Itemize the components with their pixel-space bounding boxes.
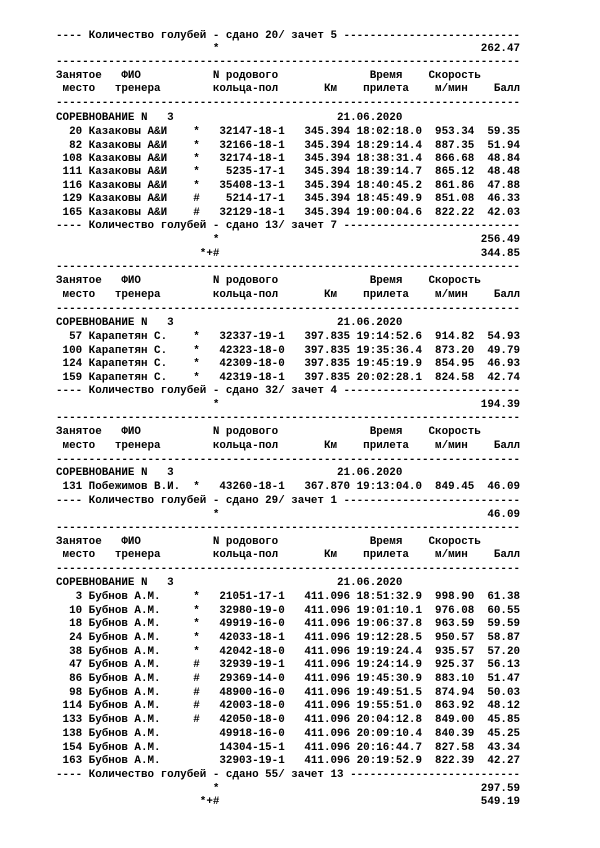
total-line: * 297.59 (56, 783, 521, 795)
table-row: 114 Бубнов А.М. # 42003-18-0 411.096 19:55:51.0 863.92 48.12 (56, 700, 521, 712)
table-row: 163 Бубнов А.М. 32903-19-1 411.096 20:19:52.9 822.39 42.27 (56, 755, 521, 767)
competition-line: СОРЕВНОВАНИЕ N 3 21.06.2020 (56, 467, 403, 479)
total-line: * 46.09 (56, 509, 521, 521)
header-line-2: место тренера кольца-пол Км прилета м/мин Балл (56, 549, 521, 561)
header-line-1: Занятое ФИО N родового Время Скорость (56, 536, 481, 548)
divider: ----------------------------------------------------------------------- (56, 303, 521, 315)
table-row: 82 Казаковы А&И * 32166-18-1 345.394 18:29:14.4 887.35 51.94 (56, 140, 521, 152)
competition-line: СОРЕВНОВАНИЕ N 3 21.06.2020 (56, 112, 403, 124)
summary-line: ---- Количество голубей - сдано 13/ зачет 7 --------------------------- (56, 220, 521, 232)
table-row: 3 Бубнов А.М. * 21051-17-1 411.096 18:51:32.9 998.90 61.38 (56, 591, 521, 603)
table-row: 24 Бубнов А.М. * 42033-18-1 411.096 19:12:28.5 950.57 58.87 (56, 632, 521, 644)
divider: ----------------------------------------------------------------------- (56, 563, 521, 575)
table-row: 159 Карапетян С. * 42319-18-1 397.835 20:02:28.1 824.58 42.74 (56, 372, 521, 384)
total-line: *+# 344.85 (56, 248, 521, 260)
divider: ----------------------------------------------------------------------- (56, 261, 521, 273)
table-row: 10 Бубнов А.М. * 32980-19-0 411.096 19:01:10.1 976.08 60.55 (56, 605, 521, 617)
table-row: 124 Карапетян С. * 42309-18-0 397.835 19:45:19.9 854.95 46.93 (56, 358, 521, 370)
divider: ----------------------------------------------------------------------- (56, 97, 521, 109)
table-row: 165 Казаковы А&И # 32129-18-1 345.394 19:00:04.6 822.22 42.03 (56, 207, 521, 219)
table-row: 154 Бубнов А.М. 14304-15-1 411.096 20:16:44.7 827.58 43.34 (56, 742, 521, 754)
table-row: 57 Карапетян С. * 32337-19-1 397.835 19:14:52.6 914.82 54.93 (56, 331, 521, 343)
header-line-2: место тренера кольца-пол Км прилета м/мин Балл (56, 83, 521, 95)
summary-line: ---- Количество голубей - сдано 32/ зачет 4 --------------------------- (56, 385, 521, 397)
table-row: 86 Бубнов А.М. # 29369-14-0 411.096 19:45:30.9 883.10 51.47 (56, 673, 521, 685)
header-line-2: место тренера кольца-пол Км прилета м/мин Балл (56, 440, 521, 452)
summary-line: ---- Количество голубей - сдано 29/ зачет 1 --------------------------- (56, 495, 521, 507)
table-row: 133 Бубнов А.М. # 42050-18-0 411.096 20:04:12.8 849.00 45.85 (56, 714, 521, 726)
table-row: 100 Карапетян С. * 42323-18-0 397.835 19:35:36.4 873.20 49.79 (56, 345, 521, 357)
divider: ----------------------------------------------------------------------- (56, 522, 521, 534)
header-line-2: место тренера кольца-пол Км прилета м/мин Балл (56, 289, 521, 301)
header-line-1: Занятое ФИО N родового Время Скорость (56, 275, 481, 287)
header-line-1: Занятое ФИО N родового Время Скорость (56, 426, 481, 438)
table-row: 138 Бубнов А.М. 49918-16-0 411.096 20:09:10.4 840.39 45.25 (56, 728, 521, 740)
table-row: 116 Казаковы А&И * 35408-13-1 345.394 18:40:45.2 861.86 47.88 (56, 180, 521, 192)
competition-line: СОРЕВНОВАНИЕ N 3 21.06.2020 (56, 317, 403, 329)
total-line: * 194.39 (56, 399, 521, 411)
total-line: * 256.49 (56, 234, 521, 246)
table-row: 18 Бубнов А.М. * 49919-16-0 411.096 19:06:37.8 963.59 59.59 (56, 618, 521, 630)
header-line-1: Занятое ФИО N родового Время Скорость (56, 70, 481, 82)
table-row: 98 Бубнов А.М. # 48900-16-0 411.096 19:49:51.5 874.94 50.03 (56, 687, 521, 699)
competition-line: СОРЕВНОВАНИЕ N 3 21.06.2020 (56, 577, 403, 589)
table-row: 47 Бубнов А.М. # 32939-19-1 411.096 19:24:14.9 925.37 56.13 (56, 659, 521, 671)
table-row: 129 Казаковы А&И # 5214-17-1 345.394 18:45:49.9 851.08 46.33 (56, 193, 521, 205)
total-line: * 262.47 (56, 43, 521, 55)
summary-line: ---- Количество голубей - сдано 55/ зачет 13 -------------------------- (56, 769, 521, 781)
divider: ----------------------------------------------------------------------- (56, 454, 521, 466)
table-row: 111 Казаковы А&И * 5235-17-1 345.394 18:39:14.7 865.12 48.48 (56, 166, 521, 178)
table-row: 20 Казаковы А&И * 32147-18-1 345.394 18:02:18.0 953.34 59.35 (56, 126, 521, 138)
divider: ----------------------------------------------------------------------- (56, 412, 521, 424)
table-row: 108 Казаковы А&И * 32174-18-1 345.394 18:38:31.4 866.68 48.84 (56, 153, 521, 165)
total-line: *+# 549.19 (56, 796, 521, 808)
divider: ----------------------------------------------------------------------- (56, 56, 521, 68)
table-row: 131 Побежимов В.И. * 43260-18-1 367.870 19:13:04.0 849.45 46.09 (56, 481, 521, 493)
summary-line: ---- Количество голубей - сдано 20/ зачет 5 --------------------------- (56, 30, 521, 42)
table-row: 38 Бубнов А.М. * 42042-18-0 411.096 19:19:24.4 935.57 57.20 (56, 646, 521, 658)
